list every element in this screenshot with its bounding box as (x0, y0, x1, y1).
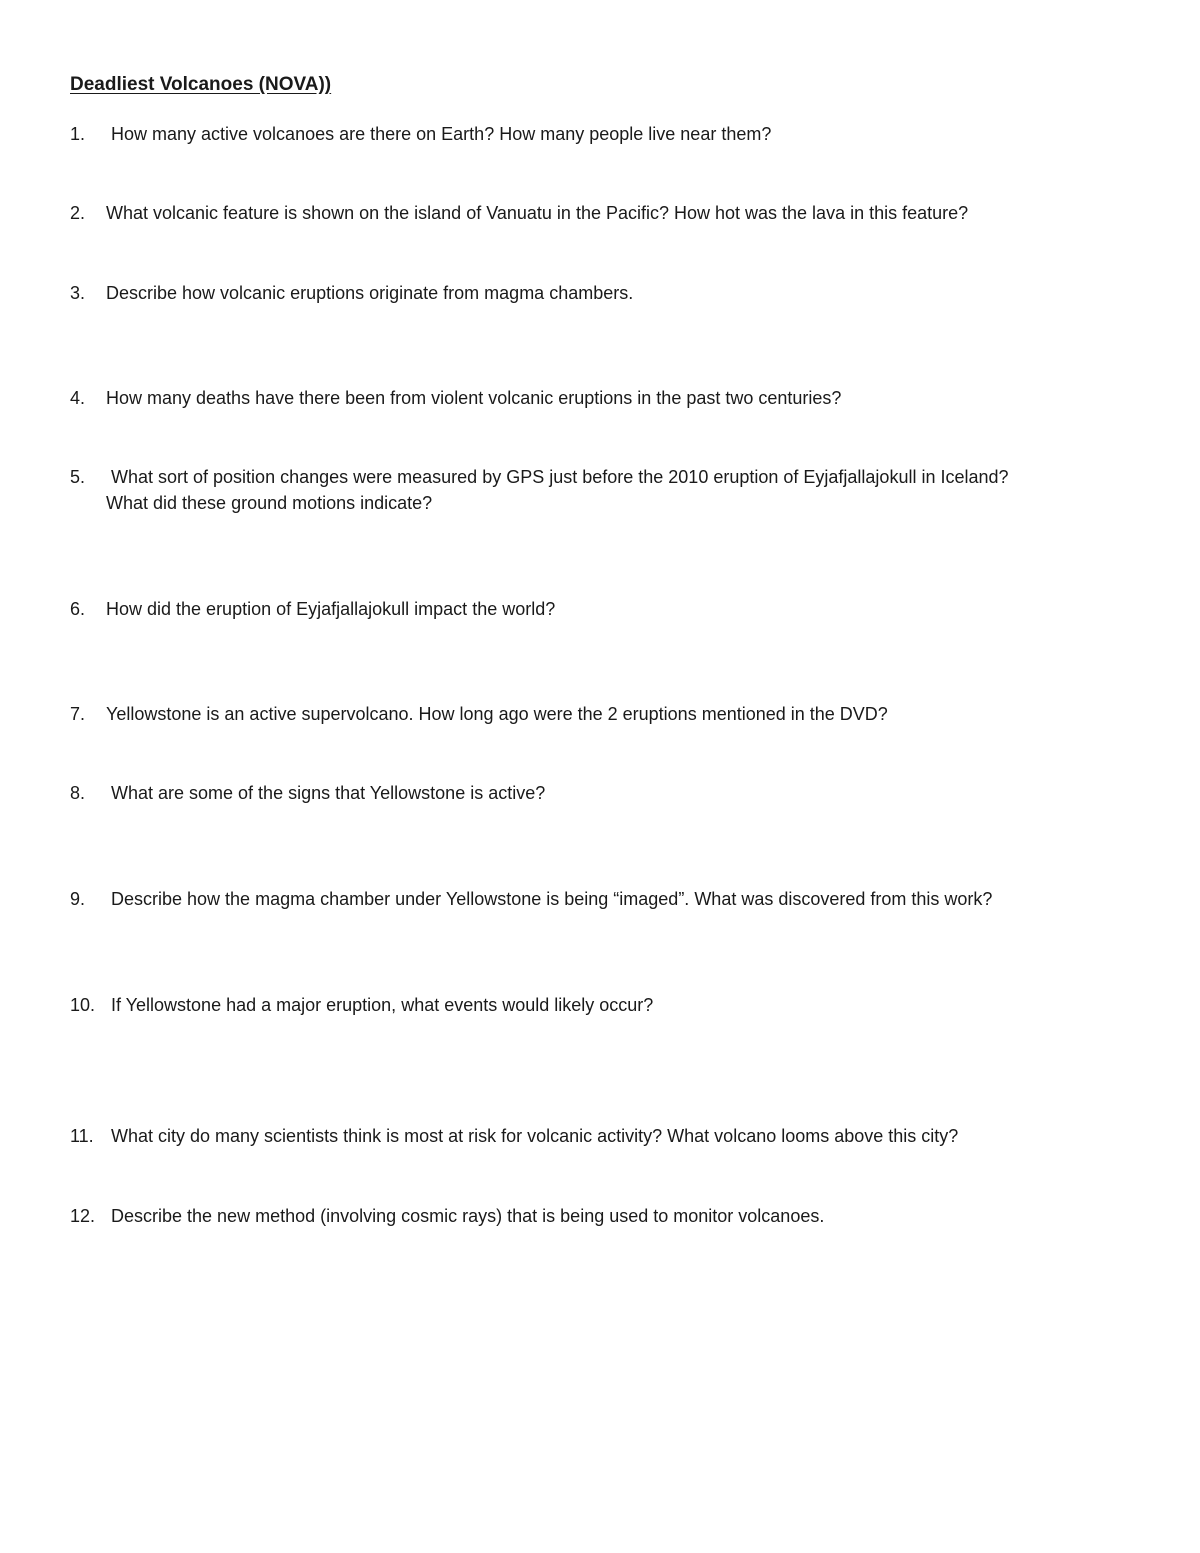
question-number: 11. (70, 1126, 94, 1146)
question-number: 1. (70, 124, 86, 144)
question-number: 7. (70, 704, 86, 724)
question-text: Describe the new method (involving cosmic rays) that is being used to monitor volcanoes. (111, 1206, 825, 1226)
question-number: 12. (70, 1206, 96, 1226)
question-number: 8. (70, 783, 86, 803)
question-text: If Yellowstone had a major eruption, what events would likely occur? (111, 995, 654, 1015)
question-item (70, 780, 1150, 806)
question-number: 3. (70, 283, 86, 303)
question-number: 2. (70, 203, 86, 223)
question-number: 6. (70, 599, 86, 619)
question-item (70, 280, 1150, 306)
question-item (70, 1203, 1150, 1229)
question-text: What are some of the signs that Yellowstone is active? (111, 783, 546, 803)
question-text: What city do many scientists think is most at risk for volcanic activity? What volcano looms above this city? (111, 1126, 959, 1146)
question-number: 4. (70, 388, 86, 408)
question-item (70, 886, 1150, 912)
page-title: Deadliest Volcanoes (NOVA)) (70, 74, 332, 95)
question-item (70, 385, 1150, 411)
question-text: What volcanic feature is shown on the island of Vanuatu in the Pacific? How hot was the lava in this feature? (106, 203, 969, 223)
question-text: How many deaths have there been from violent volcanic eruptions in the past two centuries? (106, 388, 842, 408)
question-text: Describe how the magma chamber under Yellowstone is being “imaged”. What was discovered from this work? (111, 889, 993, 909)
question-number: 9. (70, 889, 86, 909)
question-item (70, 596, 1150, 622)
question-item (70, 1123, 1150, 1149)
question-text: Yellowstone is an active supervolcano. How long ago were the 2 eruptions mentioned in the DVD? (106, 704, 888, 724)
question-text (106, 464, 1150, 516)
question-text: How many active volcanoes are there on Earth? How many people live near them? (111, 124, 772, 144)
question-number: 5. (70, 467, 86, 487)
question-item (70, 701, 1150, 727)
question-item (70, 200, 1150, 226)
question-number: 10. (70, 995, 96, 1015)
question-text-line: What sort of position changes were measured by GPS just before the 2010 eruption of Eyjafjallajokull in Iceland? (111, 467, 1009, 487)
question-item (70, 121, 1150, 147)
question-item (70, 992, 1150, 1018)
question-text: Describe how volcanic eruptions originate from magma chambers. (106, 283, 634, 303)
question-item (70, 464, 1150, 516)
question-text-line: What did these ground motions indicate? (106, 493, 433, 513)
question-text: How did the eruption of Eyjafjallajokull impact the world? (106, 599, 556, 619)
